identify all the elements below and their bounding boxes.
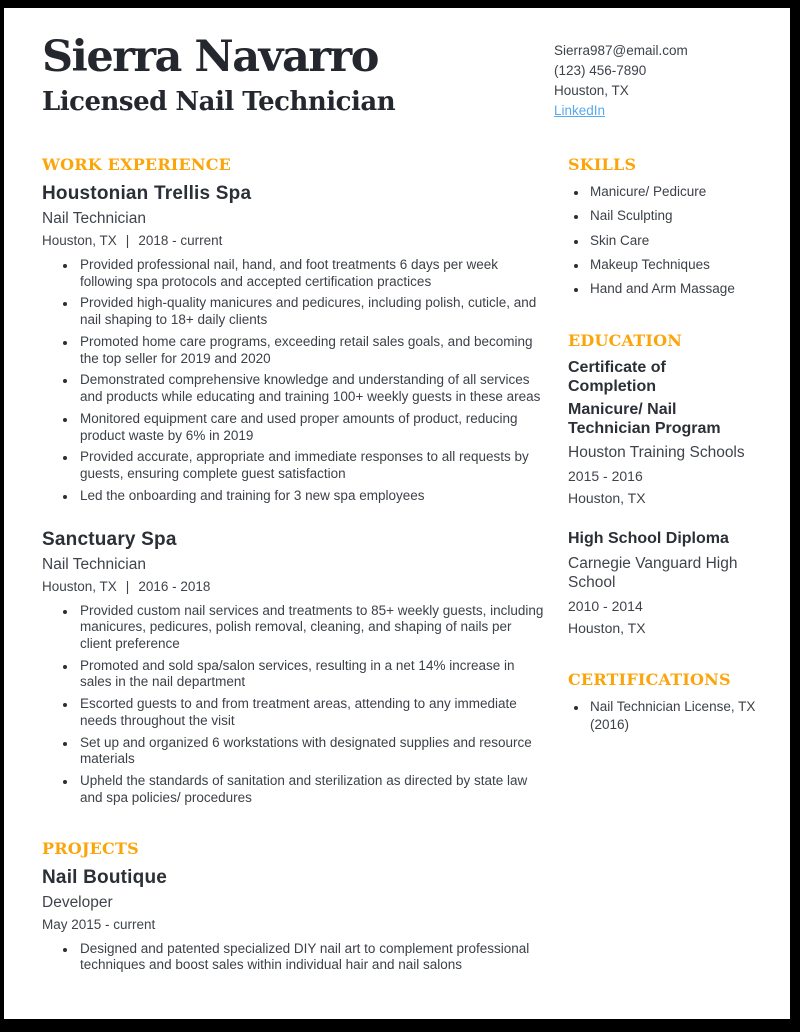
bullet-item: • Provided professional nail, hand, and foot treatments 6 days per week following spa protocols and accepted certification practices [77,257,544,290]
linkedin-link[interactable]: LinkedIn [554,103,606,118]
education-entry-high-school [568,530,746,636]
job-bullet-list [42,603,544,807]
education-degree: Certificate of Completion [568,359,666,395]
content-columns [42,155,766,998]
section-work-experience [42,155,544,807]
section-skills [568,155,780,297]
section-certifications [568,670,780,733]
work-experience-heading: WORK EXPERIENCE [42,155,232,174]
contact-email: Sierra987@email.com [554,43,688,58]
job-location: Houston, TX [42,233,117,248]
education-school: Carnegie Vanguard High School [568,554,738,592]
education-dates: 2010 - 2014 [568,598,643,615]
job-entry-houstonian [42,183,544,505]
projects-heading: PROJECTS [42,838,139,858]
bullet-item: • Designed and patented specialized DIY nail art to complement professional techniques and boost sales within individual hair and nail salons [77,941,544,974]
bullet-item: • Escorted guests to and from treatment areas, attending to any immediate needs throughout the visit [77,696,544,729]
person-name: Sierra Navarro [42,32,378,82]
bullet-item: • Monitored equipment care and used proper amounts of product, reducing product waste by 6% in 2019 [77,411,544,444]
resume-page [4,8,790,1019]
job-bullet-list [42,257,544,505]
certifications-heading: CERTIFICATIONS [568,670,731,690]
person-title: Licensed Nail Technician [42,86,396,117]
skill-item: • Skin Care [588,232,780,249]
right-column [568,155,780,998]
job-company: Houstonian Trellis Spa [42,183,252,204]
job-role: Nail Technician [42,210,146,227]
education-degree: Manicure/ Nail Technician Program [568,401,721,437]
education-location: Houston, TX [568,620,646,637]
job-location: Houston, TX [42,578,117,594]
meta-separator: | [125,233,130,248]
job-company: Sanctuary Spa [42,528,177,550]
education-location: Houston, TX [568,490,646,507]
project-bullet-list [42,941,544,974]
certification-item: • Nail Technician License, TX (2016) [588,698,780,733]
contact-phone: (123) 456-7890 [554,63,647,78]
header [42,32,766,121]
skill-item: • Hand and Arm Massage [588,280,780,297]
meta-separator: | [125,578,130,594]
skills-list [568,183,780,297]
bullet-item: • Set up and organized 6 workstations with designated supplies and resource materials [77,735,544,768]
name-block [42,32,396,117]
project-entry-nail-boutique [42,867,544,974]
job-dates: 2016 - 2018 [138,578,211,594]
skill-item: • Nail Sculpting [588,207,780,224]
education-degree: High School Diploma [568,530,729,548]
job-meta [42,579,544,594]
bullet-item: • Provided high-quality manicures and pedicures, including polish, cuticle, and nail shaping to 18+ daily clients [77,295,544,328]
contact-location: Houston, TX [554,83,629,98]
bullet-item: • Provided custom nail services and treatments to 85+ weekly guests, including manicures, pedicures, polish removal, cleaning, and shaping of nails per client preference [77,603,544,653]
bullet-item: • Promoted home care programs, exceeding retail sales goals, and becoming the top seller for 2019 and 2020 [77,334,544,367]
contact-block [554,36,766,121]
job-meta [42,233,544,248]
skill-item: • Manicure/ Pedicure [588,183,780,200]
job-role: Nail Technician [42,555,146,573]
bullet-item: • Promoted and sold spa/salon services, resulting in a net 14% increase in sales in the nail department [77,658,544,691]
bullet-item: • Provided accurate, appropriate and immediate responses to all requests by guests, ensuring complete guest satisfaction [77,449,544,482]
education-heading: EDUCATION [568,331,683,351]
job-entry-sanctuary [42,529,544,807]
project-name: Nail Boutique [42,866,168,888]
certifications-list [568,698,780,733]
job-dates: 2018 - current [138,233,223,248]
skills-heading: SKILLS [568,155,637,174]
education-entry-certificate [568,359,746,506]
education-school: Houston Training Schools [568,443,745,461]
project-role: Developer [42,893,113,911]
project-dates: May 2015 - current [42,916,156,932]
bullet-item: • Upheld the standards of sanitation and sterilization as directed by state law and spa policies/ procedures [77,773,544,806]
bullet-item: • Demonstrated comprehensive knowledge and understanding of all services and products while educating and training 100+ weekly guests in these areas [77,372,544,405]
education-dates: 2015 - 2016 [568,468,643,485]
skill-item: • Makeup Techniques [588,256,780,273]
left-column [42,155,544,998]
section-projects [42,839,544,974]
section-education [568,331,780,636]
bullet-item: • Led the onboarding and training for 3 new spa employees [77,488,544,505]
